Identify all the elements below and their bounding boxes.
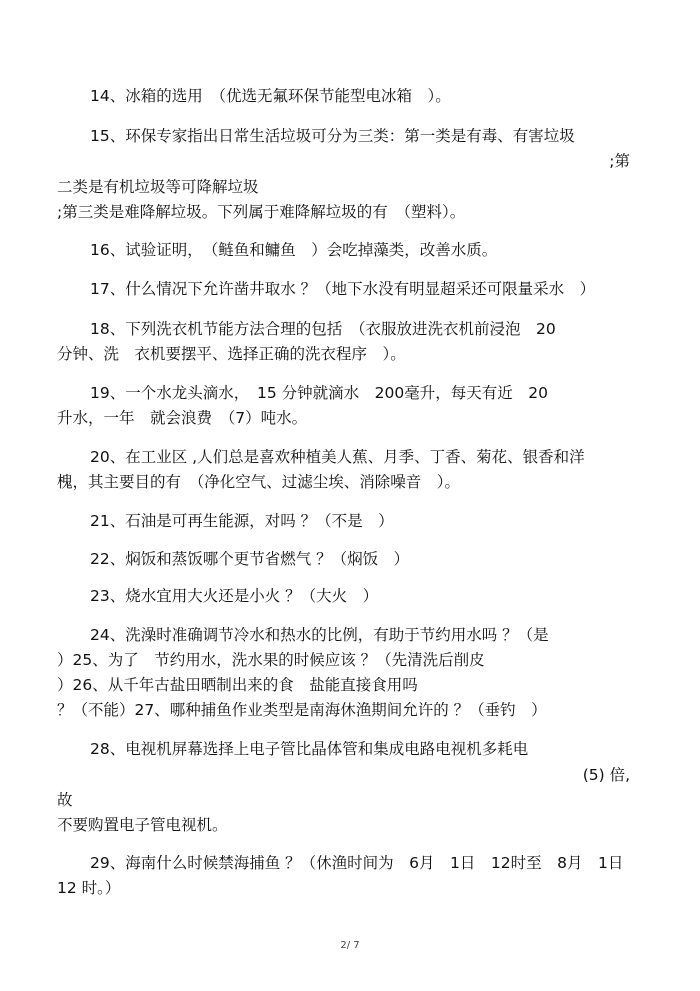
question-20-line-2: 槐，其主要目的有 （净化空气、过滤尘埃、消除噪音 ）。 (57, 473, 461, 491)
question-15-line-3: 二类是有机垃圾等可降解垃圾 (57, 178, 259, 196)
question-20-line-1: 20、在工业区 ,人们总是喜欢种植美人蕉、月季、丁香、菊花、银香和洋 (90, 448, 585, 466)
question-19-line-1: 19、一个水龙头滴水， 15 分钟就滴水 200毫升，每天有近 20 (90, 384, 548, 402)
question-24-line-2: ）25、为了 节约用水，洗水果的时候应该 ？（先清洗后削皮 (57, 651, 485, 669)
question-24-line-4: ？（不能）27、哪种捕鱼作业类型是南海休渔期间允许的 ？（垂钓 ） (57, 701, 547, 719)
question-17: 17、什么情况下允许凿井取水 ？（地下水没有明显超采还可限量采水 ） (90, 280, 596, 298)
question-15-line-1: 15、环保专家指出日常生活垃圾可分为三类：第一类是有毒、有害垃圾 (90, 127, 575, 145)
question-28-line-1: 28、电视机屏幕选择上电子管比晶体管和集成电路电视机多耗电 (90, 740, 529, 758)
question-28-line-3: 故 (57, 791, 73, 809)
question-24-line-1: 24、洗澡时准确调节冷水和热水的比例，有助于节约用水吗 ？（是 (90, 626, 549, 644)
question-28-line-4: 不要购置电子管电视机。 (57, 816, 228, 834)
question-22: 22、焖饭和蒸饭哪个更节省燃气 ？（焖饭 ） (90, 550, 410, 568)
question-29-line-2: 12 时。） (57, 879, 121, 897)
question-28-line-2: (5) 倍, (582, 766, 630, 784)
question-24-line-3: ）26、从千年古盐田晒制出来的食 盐能直接食用吗 (57, 676, 418, 694)
question-15-line-4: ;第三类是难降解垃圾。下列属于难降解垃圾的有 （塑料）。 (57, 203, 466, 221)
question-14: 14、冰箱的选用 （优选无氟环保节能型电冰箱 ）。 (90, 87, 451, 105)
question-18-line-1: 18、下列洗衣机节能方法合理的包括 （衣服放进洗衣机前浸泡 20 (90, 320, 556, 338)
question-18-line-2: 分钟、洗 衣机要摆平、选择正确的洗衣程序 ）。 (57, 345, 406, 363)
question-16: 16、试验证明， （鲢鱼和鳙鱼 ）会吃掉藻类，改善水质。 (90, 241, 498, 259)
question-19-line-2: 升水，一年 就会浪费 （7）吨水。 (57, 409, 308, 427)
question-21: 21、石油是可再生能源，对吗 ？（不是 ） (90, 512, 394, 530)
page-number: 2/ 7 (340, 940, 360, 951)
question-29-line-1: 29、海南什么时候禁海捕鱼 ？（休渔时间为 6月 1日 12时至 8月 1日 (90, 854, 624, 872)
question-15-line-2: ;第 (609, 152, 630, 170)
question-23: 23、烧水宜用大火还是小火 ？（大火 ） (90, 587, 379, 605)
